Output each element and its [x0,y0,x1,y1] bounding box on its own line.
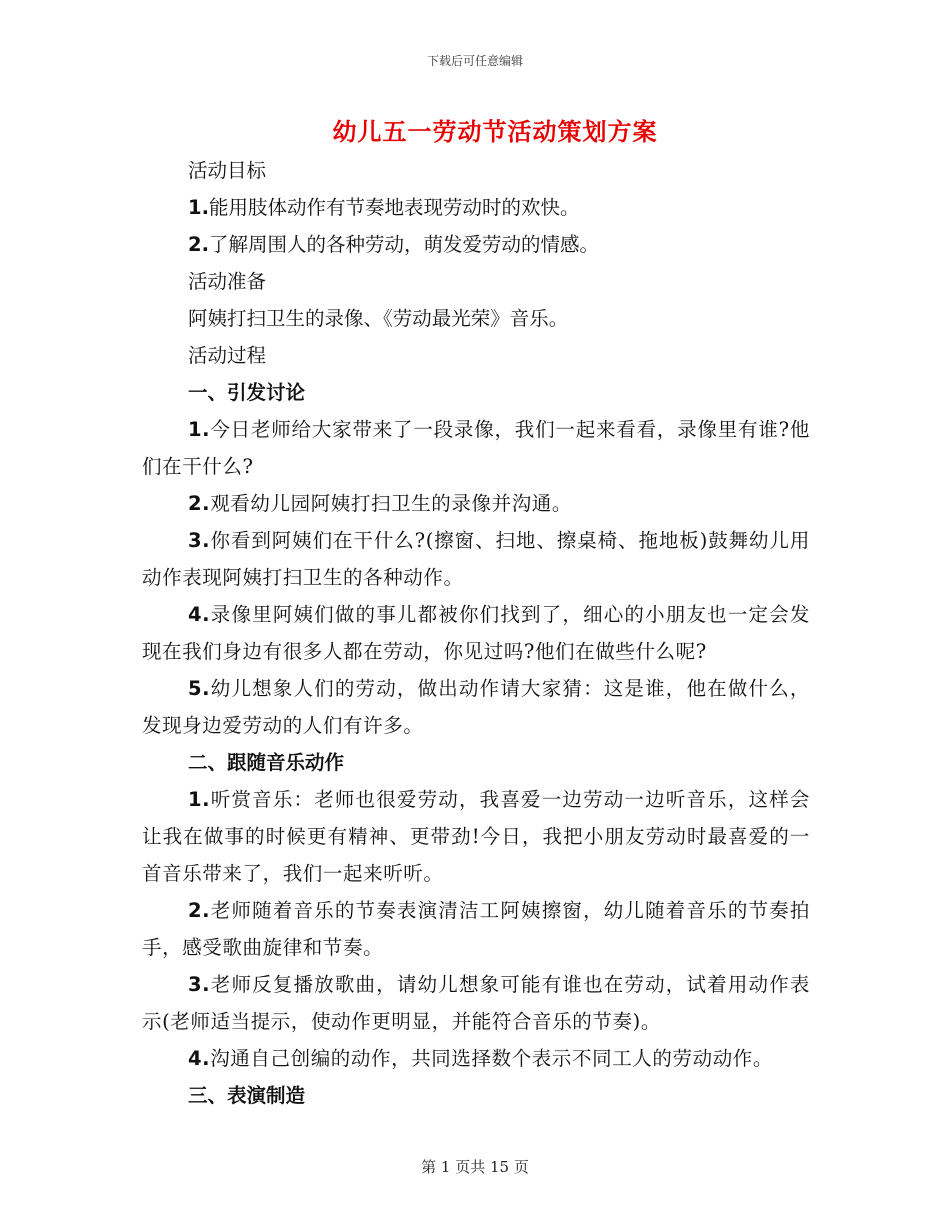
goal-item-2-number: 2. [188,233,209,256]
part2-item-3 [142,966,810,1040]
part2-item-1 [142,781,810,892]
part1-item-3-text: 你看到阿姨们在干什么?(擦窗、扫地、擦桌椅、拖地板)鼓舞幼儿用动作表现阿姨打扫卫生的各种动作。 [142,529,810,589]
part2-item-1-text: 听赏音乐：老师也很爱劳动，我喜爱一边劳动一边听音乐，这样会让我在做事的时候更有精神、更带劲!今日，我把小朋友劳动时最喜爱的一首音乐带来了，我们一起来听听。 [142,788,810,885]
part1-item-2 [142,485,810,522]
part1-item-5 [142,670,810,744]
part1-heading: 一、引发讨论 [188,381,306,404]
header-note: 下载后可任意编辑 [426,54,523,68]
document-body [142,152,810,1114]
part1-item-1-number: 1. [188,418,211,441]
goal-heading: 活动目标 [188,159,267,182]
goal-item-1-text: 能用肢体动作有节奏地表现劳动时的欢快。 [208,196,580,219]
part2-item-2-number: 2. [188,899,211,922]
part2-item-1-number: 1. [188,788,211,811]
prep-text: 阿姨打扫卫生的录像、《劳动最光荣》音乐。 [188,307,569,330]
part2-heading: 二、跟随音乐动作 [188,751,345,774]
goal-item-2 [142,226,810,263]
part1-item-4-text: 录像里阿姨们做的事儿都被你们找到了，细心的小朋友也一定会发现在我们身边有很多人都在劳动，你见过吗?他们在做些什么呢? [142,603,810,663]
part1-item-3 [142,522,810,596]
part1-item-2-number: 2. [188,492,211,515]
part1-item-4 [142,596,810,670]
part2-item-4-number: 4. [188,1047,211,1070]
part3-heading: 三、表演制造 [188,1084,306,1107]
part1-item-1-text: 今日老师给大家带来了一段录像，我们一起来看看，录像里有谁?他们在干什么? [142,418,810,478]
part1-item-5-text: 幼儿想象人们的劳动，做出动作请大家猜：这是谁，他在做什么，发现身边爱劳动的人们有许多。 [142,677,810,737]
part1-item-1 [142,411,810,485]
part2-item-2 [142,892,810,966]
part2-item-4-text: 沟通自己创编的动作，共同选择数个表示不同工人的劳动动作。 [210,1047,773,1070]
document-title: 幼儿五一劳动节活动策划方案 [332,118,658,146]
goal-item-1-number: 1. [188,196,209,219]
part2-item-2-text: 老师随着音乐的节奏表演清洁工阿姨擦窗，幼儿随着音乐的节奏拍手，感受歌曲旋律和节奏。 [142,899,810,959]
prep-heading: 活动准备 [188,270,267,293]
part1-item-5-number: 5. [188,677,211,700]
goal-item-2-text: 了解周围人的各种劳动，萌发爱劳动的情感。 [208,233,599,256]
part2-item-3-number: 3. [188,973,211,996]
part1-item-4-number: 4. [188,603,211,626]
part1-item-2-text: 观看幼儿园阿姨打扫卫生的录像并沟通。 [210,492,572,515]
page-footer: 第 1 页共 15 页 [421,1158,529,1176]
process-heading: 活动过程 [188,344,267,367]
part1-item-3-number: 3. [188,529,211,552]
goal-item-1 [142,189,810,226]
part2-item-4 [142,1040,810,1077]
part2-item-3-text: 老师反复播放歌曲，请幼儿想象可能有谁也在劳动，试着用动作表示(老师适当提示，使动作更明显，并能符合音乐的节奏)。 [142,973,810,1033]
